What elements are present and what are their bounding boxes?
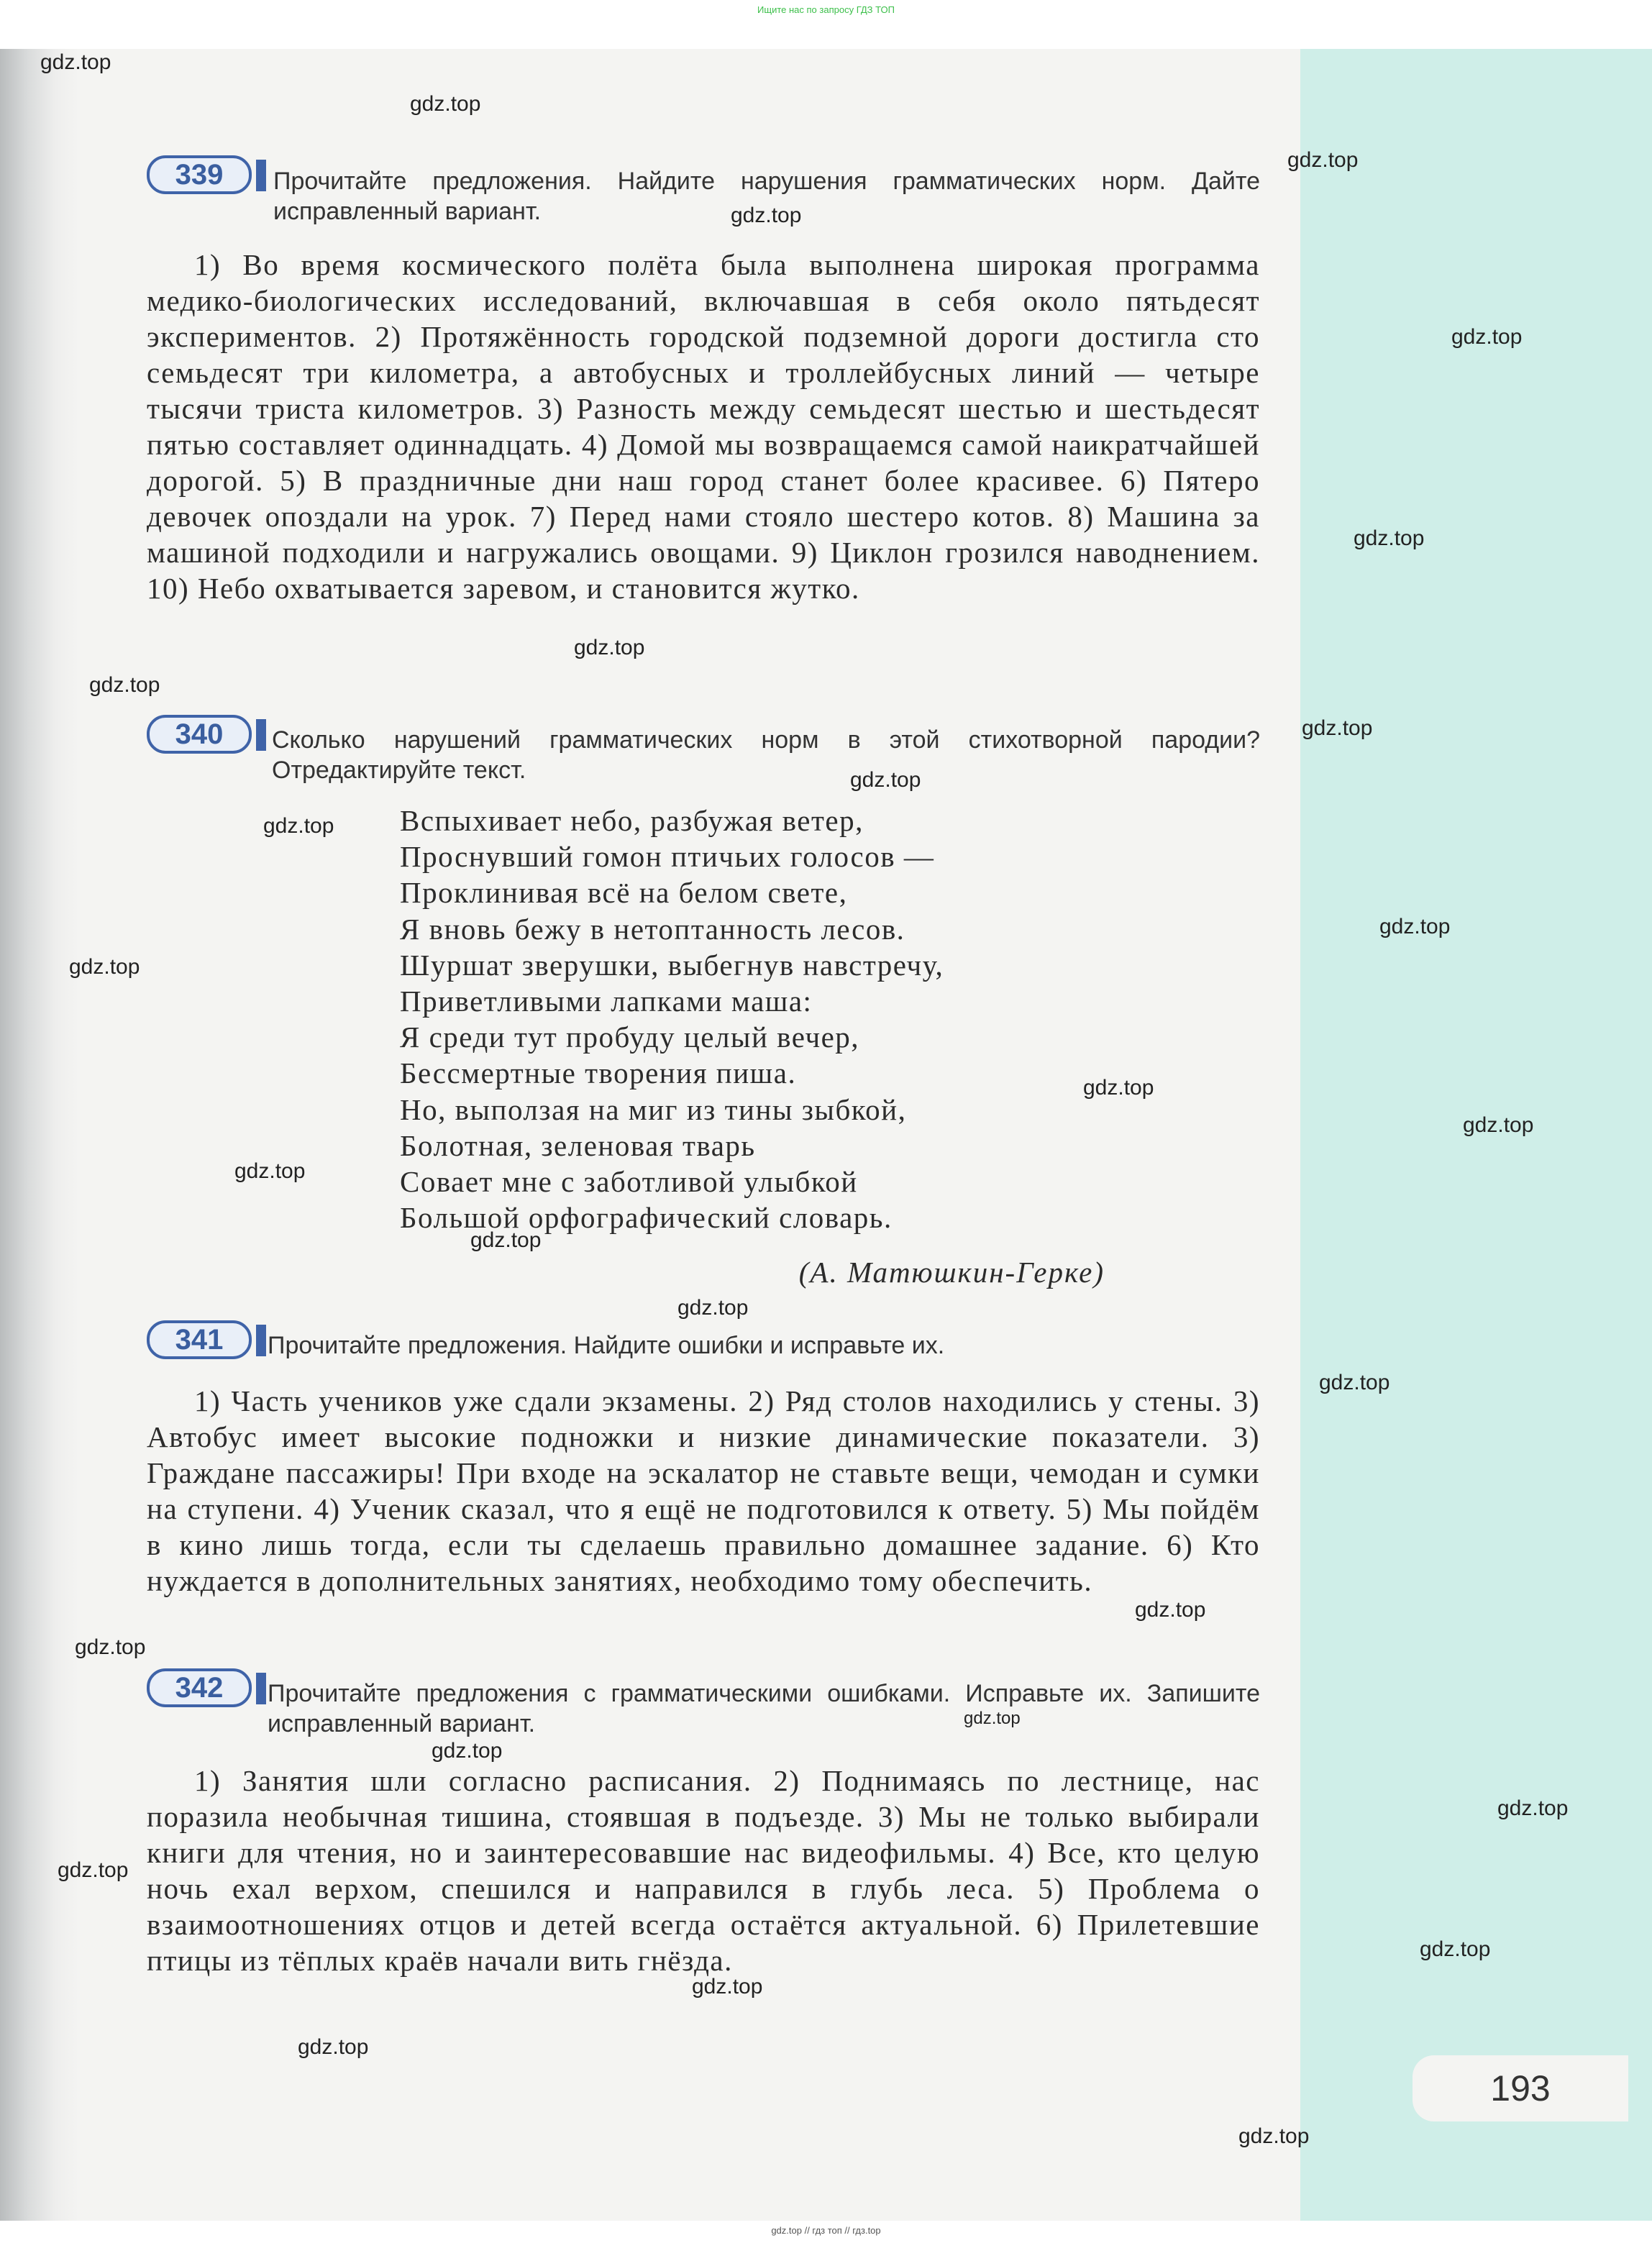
watermark: gdz.top xyxy=(75,1635,146,1659)
watermark: gdz.top xyxy=(1354,526,1425,550)
watermark: gdz.top xyxy=(1497,1796,1569,1820)
poem xyxy=(400,803,1191,1235)
watermark: gdz.top xyxy=(1379,915,1451,938)
exercise-number-badge: 342 xyxy=(147,1668,252,1707)
watermark: gdz.top xyxy=(1451,325,1523,349)
poem-line: Болотная, зеленовая тварь xyxy=(400,1128,756,1162)
exercise-number-badge: 339 xyxy=(147,155,252,194)
poem-line: Но, выползая на миг из тины зыбкой, xyxy=(400,1092,907,1126)
watermark: gdz.top xyxy=(1319,1371,1390,1394)
footer-note: gdz.top // гдз топ // гдз.top xyxy=(771,2225,881,2236)
exercise-339-text: 1) Во время космического полёта была выполнена широкая программа медико-биологических исследований, включавшая в себя около пятьдесят экспериментов. 2) Протяжённость городской подземной дороги достигла сто семьдесят три километра, а автобусных и троллейбусных линий — четыре тысячи триста километров. 3) Разность между семьдесят шестью и шестьдесят пятью составляет одиннадцать. 4) Домой мы возвращаемся самой наикратчайшей дорогой. 5) В праздничные дни наш город станет более красивее. 6) Пятеро девочек опоздали на урок. 7) Перед нами стояло шестеро котов. 8) Машина за машиной подходили и нагружались овощами. 9) Циклон грозился наводнением. 10) Небо охватывается заревом, и становится жутко. xyxy=(147,248,1260,605)
watermark: gdz.top xyxy=(574,636,645,659)
watermark: gdz.top xyxy=(1083,1076,1154,1100)
watermark: gdz.top xyxy=(1463,1113,1534,1137)
poem-line: Приветливыми лапками маша: xyxy=(400,985,813,1018)
poem-line: Шуршат зверушки, выбегнув навстречу, xyxy=(400,948,944,982)
poem-line: Вспыхивает небо, разбужая ветер, xyxy=(400,804,864,837)
exercise-342-text: 1) Занятия шли согласно расписания. 2) Поднимаясь по лестнице, нас поразила необычная тишина, стоявшая в подъезде. 3) Мы не только выбирали книги для чтения, но и заинтересовавшие нас видеофильмы. 4) Все, кто целую ночь ехал верхом, спешился и направился в глубь леса. 5) Проблема о взаимоотношениях отцов и детей всегда остаётся актуальной. 6) Прилетевшие птицы из тёплых краёв начали вить гнёзда. xyxy=(147,1764,1260,1977)
poem-line: Я вновь бежу в нетоптанность лесов. xyxy=(400,912,905,946)
watermark: gdz.top xyxy=(432,1739,503,1763)
poem-line: Бессмертные творения пиша. xyxy=(400,1056,797,1090)
watermark: gdz.top xyxy=(1135,1598,1206,1622)
watermark: gdz.top xyxy=(470,1228,542,1252)
watermark: gdz.top xyxy=(40,50,111,74)
poem-line: Я среди тут пробуду целый вечер, xyxy=(400,1020,860,1054)
exercise-341-text: 1) Часть учеников уже сдали экзамены. 2) Ряд столов находились у стены. 3) Автобус имеет высокие подножки и низкие динамические показатели. 3) Граждане пассажиры! При входе на эскалатор не ставьте вещи, чемодан и сумки на ступени. 4) Ученик сказал, что я ещё не подготовился к ответу. 5) Мы пойдём в кино лишь тогда, если ты сделаешь правильно домашнее задание. 6) Кто нуждается в дополнительных занятиях, необходимо тому обеспечить. xyxy=(147,1384,1260,1597)
exercise-number-badge: 340 xyxy=(147,715,252,754)
page-spine-shadow xyxy=(0,49,79,2221)
watermark: gdz.top xyxy=(692,1975,763,1998)
poem-line: Проклинивая всё на белом свете, xyxy=(400,876,848,910)
poem-line: Проснувший гомон птичьих голосов — xyxy=(400,840,935,874)
watermark: gdz.top xyxy=(1287,148,1359,172)
exercise-342-task: Прочитайте предложения с грамматическими ошибками. Исправьте их. Запишите исправленный вариант. xyxy=(268,1680,1260,1737)
search-hint: Ищите нас по запросу ГДЗ ТОП xyxy=(757,4,895,15)
watermark: gdz.top xyxy=(1302,716,1373,740)
watermark: gdz.top xyxy=(964,1709,1021,1728)
watermark: gdz.top xyxy=(731,204,802,227)
watermark: gdz.top xyxy=(677,1296,749,1320)
exercise-340-task: Сколько нарушений грамматических норм в этой стихотворной пародии? Отредактируйте текст. xyxy=(272,726,1260,784)
page-number: 193 xyxy=(1413,2055,1628,2121)
watermark: gdz.top xyxy=(263,814,334,838)
watermark: gdz.top xyxy=(58,1858,129,1882)
watermark: gdz.top xyxy=(1420,1937,1491,1961)
exercise-number-badge: 341 xyxy=(147,1320,252,1359)
watermark: gdz.top xyxy=(850,768,921,792)
poem-line: Совает мне с заботливой улыбкой xyxy=(400,1165,858,1199)
exercise-339-task: Прочитайте предложения. Найдите нарушения грамматических норм. Дайте исправленный вариант. xyxy=(273,168,1260,225)
exercise-341-task: Прочитайте предложения. Найдите ошибки и исправьте их. xyxy=(268,1332,945,1359)
watermark: gdz.top xyxy=(234,1159,306,1183)
poem-author: (А. Матюшкин-Герке) xyxy=(798,1256,1105,1289)
watermark: gdz.top xyxy=(298,2035,369,2059)
watermark: gdz.top xyxy=(410,92,481,116)
watermark: gdz.top xyxy=(89,673,160,697)
watermark: gdz.top xyxy=(1238,2124,1310,2148)
poem-line: Большой орфографический словарь. xyxy=(400,1201,893,1235)
watermark: gdz.top xyxy=(69,955,140,979)
